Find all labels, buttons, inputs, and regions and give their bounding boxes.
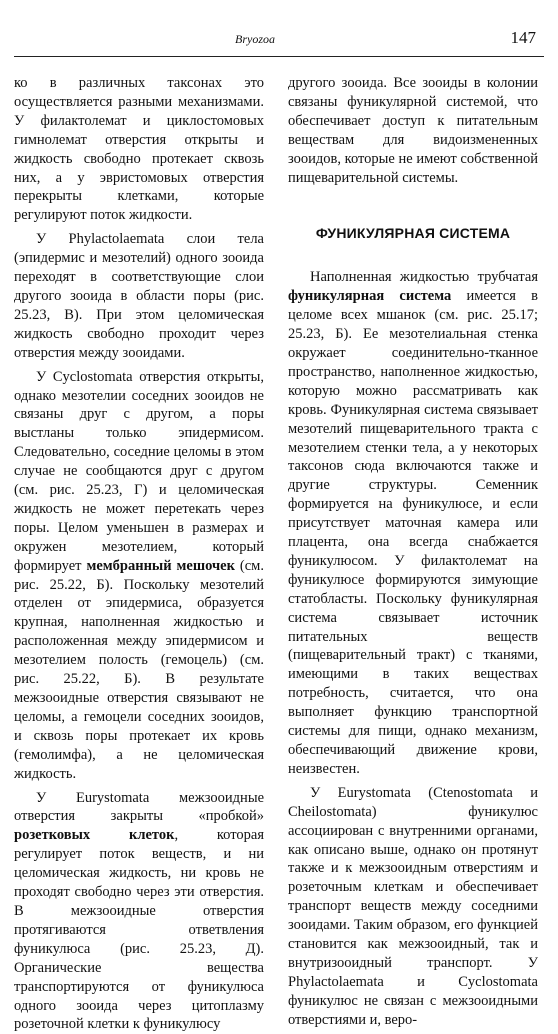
header-rule [14,56,544,57]
bold-term: розетковых клеток [14,827,175,844]
paragraph: другого зооида. Все зооиды в колонии связаны фуникулярной системой, что обеспечивает доступ к питательным веществам для видоизмененных зооидов, которые не имеют собственной пищеварительной системы. [288,75,538,186]
bold-term: мембранный мешочек [86,557,235,574]
paragraph [14,368,264,784]
running-header [0,26,558,48]
text-run: Наполненная жидкостью трубчатая [310,269,538,286]
page-number: 147 [510,28,536,47]
text-run: (см. рис. 25.22, Б). Поскольку мезотелий отделен от эпидермиса, образуется крупная, наполненная жидкостью и расположенная между эпидермисом и мезотелием полость (гемоцель) (см. рис. 25.22, Б). В результате межзооидные отверстия связывают не целомы, а гемоцели соседних зооидов, и сквозь поры протекает их кровь (гемолимфа), а не целомическая жидкость. [14,557,264,782]
bold-term: фуникулярная система [288,288,452,305]
right-column [288,74,538,1030]
running-title: Bryozoa [235,32,275,46]
text-run: У Cyclostomata отверстия открыты, однако мезотелии соседних зооидов не связаны друг с другом, а поры выстланы только эпидермисом. Следовательно, соседние целомы в этом случае не сообщаются друг с другом (см. рис. 25.23, Г) и целомическая жидкость не может перетекать через поры. Целом уменьшен в размерах и окружен мезотелием, который формирует [14,368,264,574]
left-column [14,74,264,1034]
text-run: , которая регулирует поток веществ, и ни целомическая жидкость, ни кровь не проходят свободно через эти отверстия. В межзооидные отверстия протягиваются ответвления фуникулюса (рис. 25.23, Д). Органические вещества транспортируются от фуникулюса одного зооида через цитоплазму розеточной клетки к фуникулюсу [14,827,264,1033]
section-heading: ФУНИКУЛЯРНАЯ СИСТЕМА [315,225,511,242]
paragraph: У Eurystomata (Ctenostomata и Cheilostomata) фуникулюс ассоциирован с внутренними органами, как описано выше, однако он протянут также и к межзооидным отверстиям и розеточным клеткам и обеспечивает транспорт веществ между соседними зооидами. Таким образом, его функцией становится как межзооидный, так и внутризооидный транспорт. У Phylactolaemata и Cyclostomata фуникулюс не связан с межзооидными отверстиями и, веро- [288,784,538,1028]
text-run: имеется в целоме всех мшанок (см. рис. 25.17; 25.23, Б). Ее мезотелиальная стенка окружает соединительно-тканное пространство, наполненное жидкостью, которую можно рассматривать как кровь. Фуникулярная система связывает мезотелий пищеварительного тракта с мезотелием стенки тела, а у некоторых таксонов сюда включаются также и другие структуры. Семенник формируется на фуникулюсе, и если присутствует маточная камера или плацента, она всегда снабжается фуникулюсом. У филактолемат на фуникулюсе формируются зимующие статобласты. Поскольку фуникулярная система связывает источник питательных веществ (пищеварительный тракт) с тканями, имеющими в таких веществах потребность, считается, что она выполняет функцию транспортной системы для пищи, однако механизм, обеспечивающий движение крови, неизвестен. [288,288,538,777]
text-run: У Eurystomata межзооидные отверстия закрыты «пробкой» [14,789,264,825]
paragraph [14,789,264,1034]
paragraph [288,268,538,778]
paragraph: У Phylactolaemata слои тела (эпидермис и мезотелий) одного зооида переходят в соответствующие слои другого зооида в области поры (рис. 25.23, В). При этом целомическая жидкость свободно проходит через отверстия между зооидами. [14,231,264,361]
paragraph: ко в различных таксонах это осуществляется разными механизмами. У филактолемат и циклостомовых гимнолемат отверстия открыты и жидкость свободно протекает сквозь них, а у эвристомовых отверстия перекрыты клетками, которые регулируют поток жидкости. [14,75,264,224]
